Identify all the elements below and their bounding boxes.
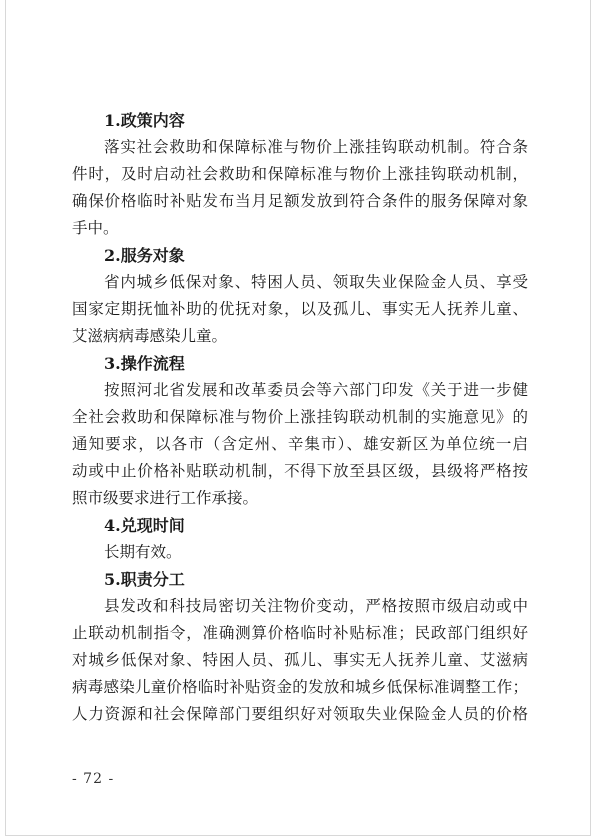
paragraph-line: 县发改和科技局密切关注物价变动，严格按照市级启动或中 [104,597,528,615]
paragraph-line: 国家定期抚恤补助的优抚对象，以及孤儿、事实无人抚养儿童、 [72,300,528,318]
paragraph-line: 全社会救助和保障标准与物价上涨挂钩联动机制的实施意见》的 [72,408,528,426]
paragraph-line: 长期有效。 [104,543,182,561]
page-number: - 72 - [72,771,115,787]
paragraph-line: 件时，及时启动社会救助和保障标准与物价上涨挂钩联动机制， [72,165,528,183]
section-heading-fulfillment-time: 4.兑现时间 [104,516,185,535]
paragraph-line: 省内城乡低保对象、特困人员、领取失业保险金人员、享受 [104,273,528,291]
paragraph-line: 动或中止价格补贴联动机制，不得下放至县区级，县级将严格按 [72,462,528,480]
paragraph-line: 按照河北省发展和改革委员会等六部门印发《关于进一步健 [104,381,528,399]
paragraph-line: 照市级要求进行工作承接。 [72,489,259,507]
section-heading-policy-content: 1.政策内容 [104,111,185,130]
paragraph-line: 确保价格临时补贴发布当月足额发放到符合条件的服务保障对象 [72,192,528,210]
paragraph-line: 落实社会救助和保障标准与物价上涨挂钩联动机制。符合条 [104,138,528,156]
paragraph-line: 人力资源和社会保障部门要组织好对领取失业保险金人员的价格 [72,705,528,723]
paragraph-line: 病毒感染儿童价格临时补贴资金的发放和城乡低保标准调整工作； [72,678,528,696]
paragraph-line: 艾滋病病毒感染儿童。 [72,327,228,345]
paragraph-line: 通知要求，以各市（含定州、辛集市）、雄安新区为单位统一启 [72,435,528,453]
document-body [72,107,528,728]
section-heading-responsibilities: 5.职责分工 [104,570,185,589]
paragraph-line: 止联动机制指令，准确测算价格临时补贴标准；民政部门组织好 [72,624,528,642]
section-heading-service-targets: 2.服务对象 [104,246,185,265]
paragraph-line: 对城乡低保对象、特困人员、孤儿、事实无人抚养儿童、艾滋病 [72,651,528,669]
paragraph-line: 手中。 [72,219,119,237]
section-heading-operation-process: 3.操作流程 [104,354,185,373]
